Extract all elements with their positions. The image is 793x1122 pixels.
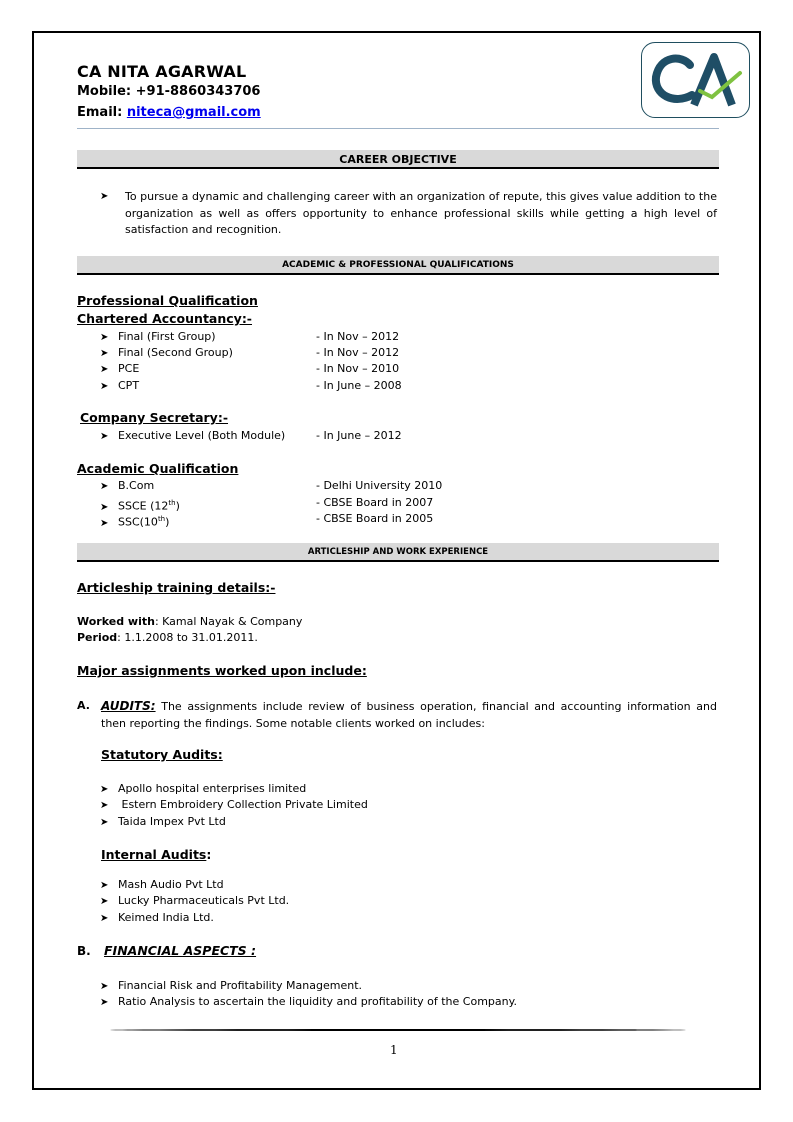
articleship-heading: Articleship training details:- [77, 580, 276, 595]
major-assignments-heading: Major assignments worked upon include: [77, 663, 367, 678]
mobile-line: Mobile: +91-8860343706 [77, 84, 261, 99]
academic-qualification-heading: Academic Qualification [77, 461, 239, 476]
list-item [100, 511, 434, 532]
item-superscript: th [168, 499, 176, 507]
experience-band: ARTICLESHIP AND WORK EXPERIENCE [77, 543, 719, 562]
statutory-audits-heading: Statutory Audits: [101, 747, 223, 762]
section-b-marker: B. [77, 944, 91, 958]
internal-audits-colon: : [206, 847, 212, 862]
career-objective-band: CAREER OBJECTIVE [77, 150, 719, 169]
list-item [100, 781, 306, 798]
item-value: - Delhi University 2010 [316, 479, 443, 492]
list-item [100, 893, 289, 910]
list-item [100, 797, 368, 814]
company-secretary-heading: Company Secretary:- [80, 410, 229, 425]
list-item [100, 994, 517, 1011]
list-item [100, 329, 400, 346]
list-item [100, 978, 362, 995]
item-label: CPT [118, 379, 140, 392]
arrow-bullet-icon: ➤ [100, 981, 109, 992]
audits-paragraph [101, 698, 717, 732]
period-line [77, 630, 258, 647]
item-label: Final (Second Group) [118, 346, 233, 359]
item-label: SSCE (12 [118, 499, 169, 513]
arrow-bullet-icon: ➤ [100, 191, 109, 202]
email-line [77, 105, 261, 120]
item-label: Financial Risk and Profitability Management. [118, 979, 363, 992]
item-label-tail: ) [165, 515, 170, 529]
item-value: - CBSE Board in 2007 [316, 496, 434, 509]
qualifications-band: ACADEMIC & PROFESSIONAL QUALIFICATIONS [77, 256, 719, 275]
item-label: Lucky Pharmaceuticals Pvt Ltd. [118, 894, 290, 907]
internal-audits-heading [101, 847, 211, 862]
item-label: Apollo hospital enterprises limited [118, 782, 307, 795]
item-value: - CBSE Board in 2005 [316, 512, 434, 525]
list-item [100, 877, 224, 894]
arrow-bullet-icon: ➤ [100, 517, 109, 529]
item-label: Taida Impex Pvt Ltd [118, 815, 226, 828]
arrow-bullet-icon: ➤ [100, 880, 109, 891]
candidate-name: CA NITA AGARWAL [77, 62, 247, 81]
item-label: Executive Level (Both Module) [118, 429, 286, 442]
arrow-bullet-icon: ➤ [100, 784, 109, 795]
item-label: Ratio Analysis to ascertain the liquidity and profitability of the Company. [118, 995, 518, 1008]
item-value: - In June – 2008 [316, 379, 402, 392]
audits-title: AUDITS: [101, 699, 156, 713]
item-label: Final (First Group) [118, 330, 216, 343]
section-a-marker: A. [77, 699, 90, 712]
list-item [100, 428, 402, 445]
arrow-bullet-icon: ➤ [100, 501, 109, 513]
worked-with-line [77, 614, 302, 631]
worked-with-label: Worked with [77, 615, 155, 628]
item-label: Keimed India Ltd. [118, 911, 214, 924]
list-item [100, 378, 402, 395]
list-item [100, 814, 226, 831]
arrow-bullet-icon: ➤ [100, 817, 109, 828]
arrow-bullet-icon: ➤ [100, 431, 109, 442]
item-label: Mash Audio Pvt Ltd [118, 878, 224, 891]
arrow-bullet-icon: ➤ [100, 348, 109, 359]
period-label: Period [77, 631, 118, 644]
arrow-bullet-icon: ➤ [100, 332, 109, 343]
header-divider [77, 128, 719, 129]
ca-logo-graphic [642, 43, 748, 116]
career-objective-text: To pursue a dynamic and challenging career with an organization of repute, this gives value addition to the organization as well as offers opportunity to enhance professional skills while getting a high level of satisfaction and recognition. [125, 190, 717, 236]
item-value: - In Nov – 2012 [316, 330, 400, 343]
item-label: PCE [118, 362, 140, 375]
item-superscript: th [157, 515, 166, 523]
arrow-bullet-icon: ➤ [100, 481, 109, 492]
item-label: SSC(10 [118, 515, 158, 529]
internal-audits-title: Internal Audits [101, 847, 207, 862]
chartered-accountancy-heading: Chartered Accountancy:- [77, 311, 252, 326]
ca-logo-icon [641, 42, 750, 118]
email-link[interactable]: niteca@gmail.com [126, 105, 261, 120]
arrow-bullet-icon: ➤ [100, 800, 109, 811]
item-label: Estern Embroidery Collection Private Limited [118, 798, 368, 811]
item-label-tail: ) [175, 499, 180, 513]
list-item [100, 361, 400, 378]
footer-divider [110, 1029, 686, 1031]
financial-aspects-heading: FINANCIAL ASPECTS : [104, 943, 257, 958]
list-item [100, 910, 214, 927]
list-item [100, 345, 400, 362]
arrow-bullet-icon: ➤ [100, 913, 109, 924]
arrow-bullet-icon: ➤ [100, 364, 109, 375]
item-label: B.Com [118, 479, 155, 492]
page-number: 1 [390, 1043, 398, 1057]
audits-text: The assignments include review of business operation, financial and accounting information and then reporting the findings. Some notable clients worked on includes: [101, 700, 717, 730]
item-value: - In Nov – 2012 [316, 346, 400, 359]
item-value: - In June – 2012 [316, 429, 402, 442]
arrow-bullet-icon: ➤ [100, 997, 109, 1008]
worked-with-value: : Kamal Nayak & Company [154, 615, 303, 628]
item-value: - In Nov – 2010 [316, 362, 400, 375]
arrow-bullet-icon: ➤ [100, 381, 109, 392]
period-value: : 1.1.2008 to 31.01.2011. [117, 631, 258, 644]
professional-qualification-heading: Professional Qualification [77, 293, 258, 308]
email-label: Email: [77, 105, 123, 120]
arrow-bullet-icon: ➤ [100, 896, 109, 907]
list-item [100, 478, 443, 495]
